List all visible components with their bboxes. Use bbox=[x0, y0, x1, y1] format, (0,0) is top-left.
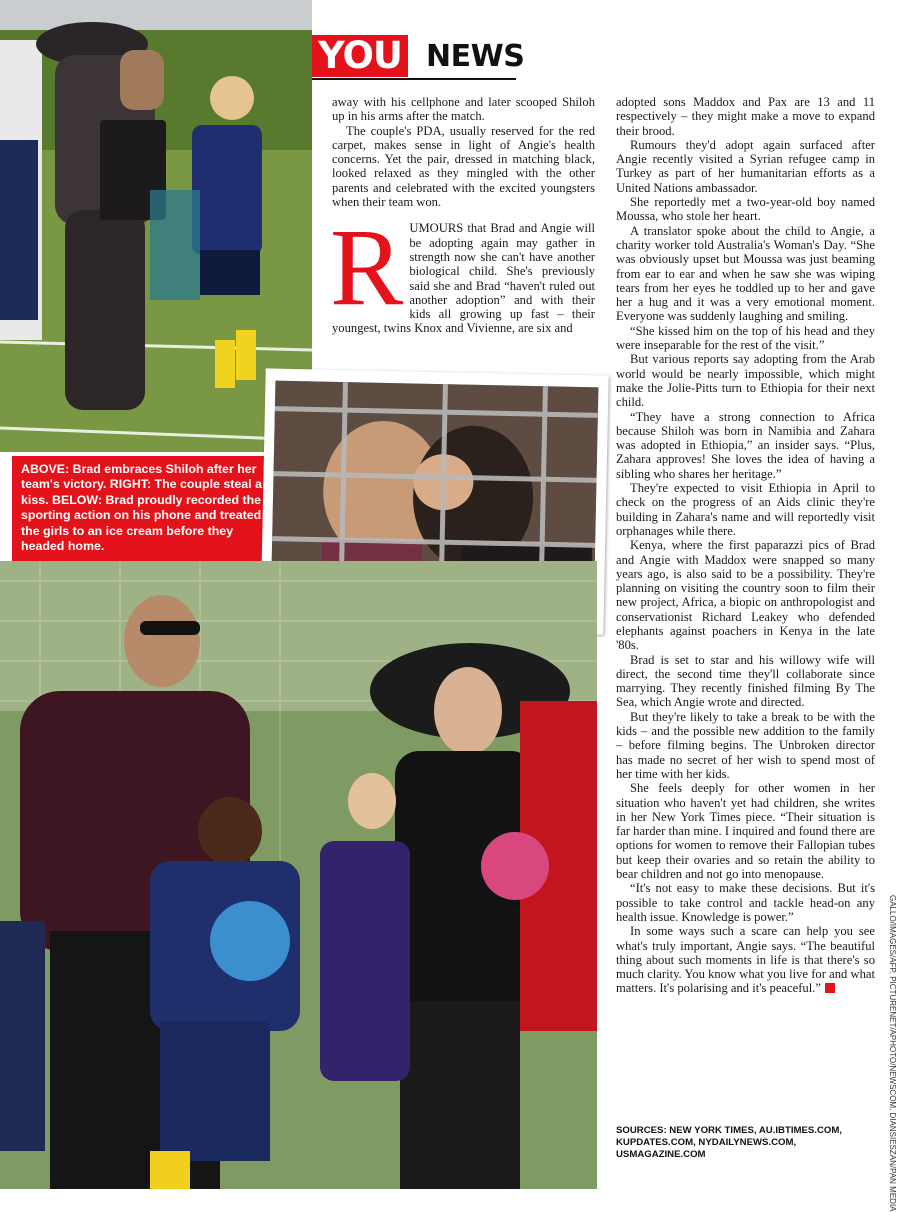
end-mark-icon bbox=[825, 983, 835, 993]
article-paragraph: away with his cellphone and later scooped Shiloh up in his arms after the match. bbox=[332, 95, 595, 124]
article-text: In some ways such a scare can help you see what's truly important, Angie says. “The beautiful thing about such moments in life is that there's so much clarity. You know what you live for and what matters. It's polarising and it's peaceful.” bbox=[616, 924, 875, 996]
header-rule bbox=[312, 78, 516, 80]
article-paragraph: Brad is set to star and his willowy wife will direct, the second time they'll collaborate since marrying. They recently finished filming By The Sea, which Angie wrote and directed. bbox=[616, 652, 875, 710]
article-paragraph: The couple's PDA, usually reserved for the red carpet, makes sense in light of Angie's health concerns. Yet the pair, dressed in matching black, looked relaxed as they mingled with the other parents and celebrated with the excited youngsters when their team won. bbox=[332, 123, 595, 210]
section-label-news: NEWS bbox=[426, 39, 525, 74]
article-paragraph: Kenya, where the first paparazzi pics of Brad and Angie with Maddox were snapped so many years ago, is also said to be a possibility. They're planning on visiting the country soon to film their new project, Africa, a biopic on anthropologist and conservationist Richard Leakey who defended elephants against poachers in Kenya in the late '80s. bbox=[616, 538, 875, 653]
article-paragraph: adopted sons Maddox and Pax are 13 and 11 respectively – they might make a move to expand their brood. bbox=[616, 95, 875, 138]
section-label-you: YOU bbox=[312, 35, 408, 77]
article-paragraph: She reportedly met a two-year-old boy named Moussa, who stole her heart. bbox=[616, 195, 875, 224]
photo-caption: ABOVE: Brad embraces Shiloh after her team's victory. RIGHT: The couple steal a kiss. BELOW: Brad proudly recorded the sporting action on his phone and treated the girls to an ice cream before they headed home. bbox=[12, 456, 281, 561]
article-paragraph: Rumours they'd adopt again surfaced after Angie recently visited a Syrian refugee camp in Turkey as part of her humanitarian efforts as a United Nations ambassador. bbox=[616, 137, 875, 195]
photo-credit bbox=[886, 895, 898, 1212]
article-text: UMOURS that Brad and Angie will be adopting again may gather in strength now she can't have another biological child. She's previously said she and Brad “haven't ruled out another adoption” and with their kids all growing up fast – their youngest, twins Knox and Vivienne, are six and bbox=[332, 221, 595, 336]
article-paragraph: But they're likely to take a break to be with the kids – and the possible new addition to the family – before filming begins. The Unbroken director has made no secret of her wish to spend most of her time with her kids. bbox=[616, 709, 875, 781]
photo-credit-text: GALLO/IMAGES/AFP, PICTURENET/APHOTO/NEWSCOM, DIANSIESZAN/PAN MEDIA bbox=[888, 895, 897, 1212]
article-column-2 bbox=[616, 95, 875, 996]
photo-family-ice-cream bbox=[0, 561, 597, 1189]
article-paragraph: “They have a strong connection to Africa because Shiloh was born in Namibia and Zahara was adopted in Ethiopia,” an insider says. “Plus, Zahara approves! She loves the idea of having a sibling who shares her heritage.” bbox=[616, 409, 875, 481]
section-header bbox=[312, 34, 525, 79]
article-paragraph: A translator spoke about the child to Angie, a charity worker told Australia's Woman's Day. “She was obviously upset but Moussa was just beaming from ear to ear and when he saw she was wiping tears from her eyes he toddled up to her and gave her a hug and it was a very emotional moment. Everyone was suddenly laughing and smiling. bbox=[616, 223, 875, 324]
sources-note: SOURCES: NEW YORK TIMES, AU.IBTIMES.COM, KUPDATES.COM, NYDAILYNEWS.COM, USMAGAZINE.COM bbox=[616, 1125, 842, 1160]
article-paragraph-last bbox=[616, 924, 875, 995]
photo-family-ice-cream-image bbox=[0, 561, 597, 1189]
article-column-1 bbox=[332, 95, 595, 336]
article-paragraph-dropcap bbox=[330, 206, 595, 336]
drop-cap: R bbox=[330, 206, 404, 329]
article-paragraph: But various reports say adopting from the Arab world would be nearly impossible, which might make the Jolie-Pitts turn to Ethiopia for their next child. bbox=[616, 352, 875, 410]
article-paragraph: “She kissed him on the top of his head and they were inseparable for the rest of the visit.” bbox=[616, 323, 875, 353]
article-paragraph: They're expected to visit Ethiopia in April to check on the progress of an Aids clinic they're building in Zahara's name and will reportedly visit orphanages while there. bbox=[616, 481, 875, 538]
article-paragraph: She feels deeply for other women in her situation who haven't yet had children, she writes in her New York Times piece. “Their situation is far harder than mine. I inquired and found there are options for women to remove their Fallopian tubes but keep their ovaries and so retain the ability to bear children and not go into menopause. bbox=[616, 781, 875, 882]
article-paragraph: “It's not easy to make these decisions. But it's possible to take control and tackle head-on any health issue. Knowledge is power.” bbox=[616, 881, 875, 924]
